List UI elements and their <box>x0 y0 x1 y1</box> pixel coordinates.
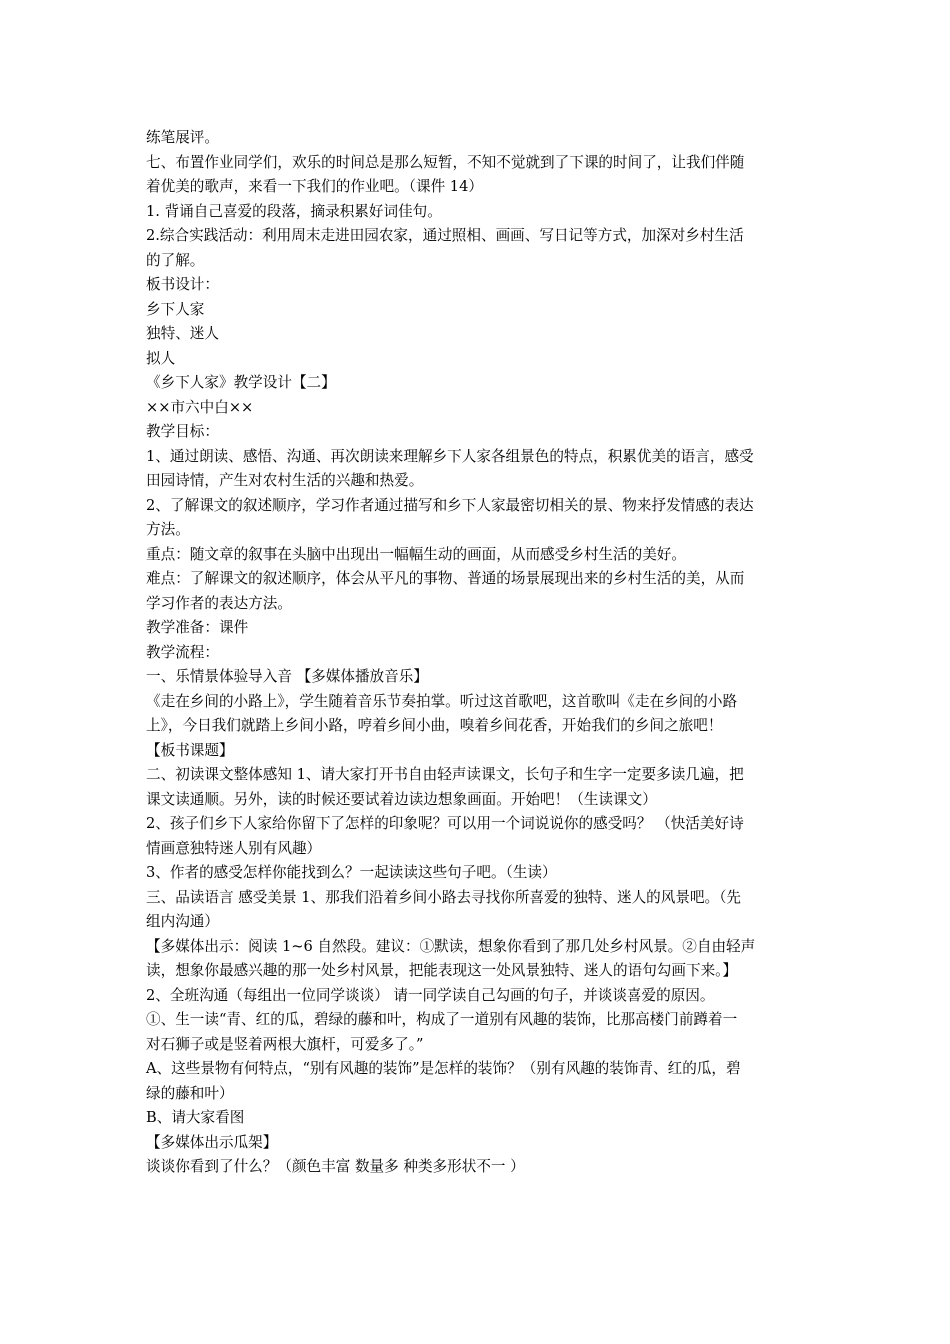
text-line: 绿的藤和叶） <box>146 1084 234 1102</box>
text-line: 谈谈你看到了什么？（颜色丰富 数量多 种类多形状不一 ） <box>146 1158 525 1175</box>
text-line: 的了解。 <box>146 251 205 269</box>
text-line: 【板书课题】 <box>146 741 234 759</box>
text-line: A、这些景物有何特点，“别有风趣的装饰”是怎样的装饰？（别有风趣的装饰青、红的瓜，碧 <box>146 1060 741 1077</box>
text-line: 学习作者的表达方法。 <box>146 594 292 612</box>
text-line: 【多媒体出示：阅读 1~6 自然段。建议：①默读，想象你看到了那几处乡村风景。②自由轻声 <box>146 937 756 955</box>
text-line: 七、布置作业同学们，欢乐的时间总是那么短暂，不知不觉就到了下课的时间了，让我们伴随 <box>146 153 745 171</box>
text-line: 板书设计： <box>146 276 219 293</box>
text-line: 独特、迷人 <box>146 325 219 342</box>
text-line: 2、全班沟通（每组出一位同学谈谈） 请一同学读自己勾画的句子，并谈谈喜爱的原因。 <box>146 986 715 1004</box>
text-line: 练笔展评。 <box>146 129 219 146</box>
text-line: 组内沟通） <box>146 913 219 930</box>
text-line: 二、初读课文整体感知 1、请大家打开书自由轻声读课文，长句子和生字一定要多读几遍，把 <box>146 766 744 783</box>
text-line: 1. 背诵自己喜爱的段落，摘录积累好词佳句。 <box>146 202 442 220</box>
text-line: 2.综合实践活动：利用周末走进田园农家，通过照相、画画、写日记等方式，加深对乡村生活 <box>146 227 744 244</box>
text-line: 乡下人家 <box>146 300 205 318</box>
text-line: 读，想象你最感兴趣的那一处乡村风景，把能表现这一处风景独特、迷人的语句勾画下来。】 <box>146 962 738 979</box>
text-line: 教学目标： <box>146 423 219 440</box>
text-line: 情画意独特迷人别有风趣） <box>146 839 322 857</box>
text-line: 三、品读语言 感受美景 1、那我们沿着乡间小路去寻找你所喜爱的独特、迷人的风景吧。（先 <box>146 888 742 906</box>
text-line: 1、通过朗读、感悟、沟通、再次朗读来理解乡下人家各组景色的特点，积累优美的语言，感受 <box>146 447 754 465</box>
text-line: 《走在乡间的小路上》，学生随着音乐节奏拍掌。听过这首歌吧，这首歌叫《走在乡间的小路 <box>146 692 738 710</box>
text-line: 教学流程： <box>146 643 219 661</box>
text-line: ××市六中白×× <box>146 398 254 416</box>
text-line: 拟人 <box>146 349 176 367</box>
text-line: 上》，今日我们就踏上乡间小路，哼着乡间小曲，嗅着乡间花香，开始我们的乡间之旅吧！ <box>146 717 723 734</box>
text-line: 对石狮子或是竖着两根大旗杆，可爱多了。” <box>146 1035 424 1053</box>
text-line: 2、了解课文的叙述顺序，学习作者通过描写和乡下人家最密切相关的景、物来抒发情感的表达 <box>146 496 754 514</box>
text-line: 一、乐情景体验导入音 【多媒体播放音乐】 <box>146 668 428 685</box>
text-line: 难点：了解课文的叙述顺序，体会从平凡的事物、普通的场景展现出来的乡村生活的美，从而 <box>146 570 745 587</box>
text-line: 重点：随文章的叙事在头脑中出现出一幅幅生动的画面，从而感受乡村生活的美好。 <box>146 545 686 563</box>
text-line: ①、生一读“青、红的瓜，碧绿的藤和叶，构成了一道别有风趣的装饰，比那高楼门前蹲着一 <box>146 1011 738 1028</box>
text-line: 【多媒体出示瓜架】 <box>146 1133 278 1151</box>
text-line: 2、孩子们乡下人家给你留下了怎样的印象呢？可以用一个词说说你的感受吗？ （快活美好诗 <box>146 815 744 832</box>
text-line: 方法。 <box>146 521 190 538</box>
document-page <box>146 126 814 1180</box>
text-line: 田园诗情，产生对农村生活的兴趣和热爱。 <box>146 472 424 489</box>
text-line: 课文读通顺。另外，读的时候还要试着边读边想象画面。开始吧！（生读课文） <box>146 790 657 808</box>
text-line: 《乡下人家》教学设计【二】 <box>146 374 336 391</box>
text-line: 3、作者的感受怎样你能找到么？一起读读这些句子吧。（生读） <box>146 864 557 881</box>
text-line: 教学准备：课件 <box>146 619 249 636</box>
text-line: B、请大家看图 <box>146 1109 245 1126</box>
text-line: 着优美的歌声，来看一下我们的作业吧。（课件 14） <box>146 178 483 195</box>
